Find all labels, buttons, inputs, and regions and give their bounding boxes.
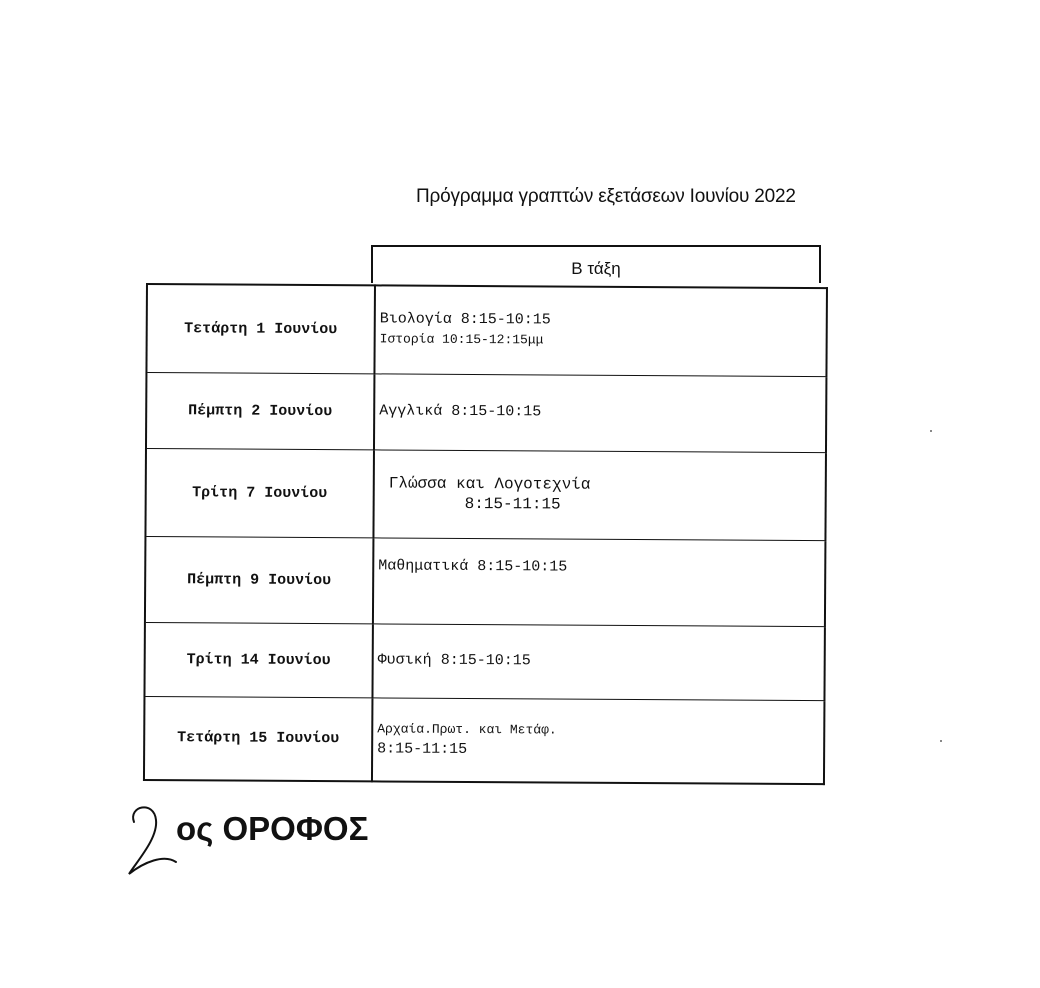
exam-cell	[372, 697, 825, 784]
scan-speck	[930, 430, 932, 432]
day-cell: Πέμπτη 2 Ιουνίου	[146, 372, 374, 449]
table-row	[144, 622, 824, 700]
scan-speck	[940, 740, 942, 742]
exam-line: Γλώσσα και Λογοτεχνία	[388, 474, 591, 494]
day-cell: Τετάρτη 15 Ιουνίου	[144, 696, 373, 781]
exam-cell	[372, 623, 824, 700]
exam-line: 8:15-11:15	[377, 740, 468, 758]
exam-line: Ιστορία 10:15-12:15μμ	[379, 331, 544, 348]
exam-line: Βιολογία 8:15-10:15	[379, 310, 551, 329]
day-cell: Πέμπτη 9 Ιουνίου	[145, 536, 374, 623]
day-cell: Τετάρτη 1 Ιουνίου	[146, 284, 375, 373]
exam-cell	[373, 537, 826, 626]
table-row	[144, 696, 825, 784]
exam-cell	[374, 373, 826, 452]
exam-line: Μαθηματικά 8:15-10:15	[378, 556, 568, 576]
exam-line: Αρχαία.Πρωτ. και Μετάφ.	[377, 721, 557, 738]
table-row	[145, 536, 826, 626]
table-row	[146, 284, 827, 376]
exam-cell	[374, 285, 827, 376]
exam-line: Φυσική 8:15-10:15	[377, 651, 531, 670]
exam-cell	[373, 449, 826, 540]
exam-schedule-table	[143, 283, 828, 785]
table-row	[146, 372, 826, 452]
table-row	[145, 448, 826, 540]
page-title: Πρόγραμμα γραπτών εξετάσεων Ιουνίου 2022	[416, 186, 796, 207]
exam-line: Αγγλικά 8:15-10:15	[379, 402, 542, 421]
day-cell: Τρίτη 7 Ιουνίου	[145, 448, 374, 537]
class-header: Β τάξη	[371, 245, 821, 283]
exam-line: 8:15-11:15	[464, 494, 561, 514]
floor-label: ος ΟΡΟΦΟΣ	[176, 810, 369, 847]
day-cell: Τρίτη 14 Ιουνίου	[144, 622, 372, 697]
